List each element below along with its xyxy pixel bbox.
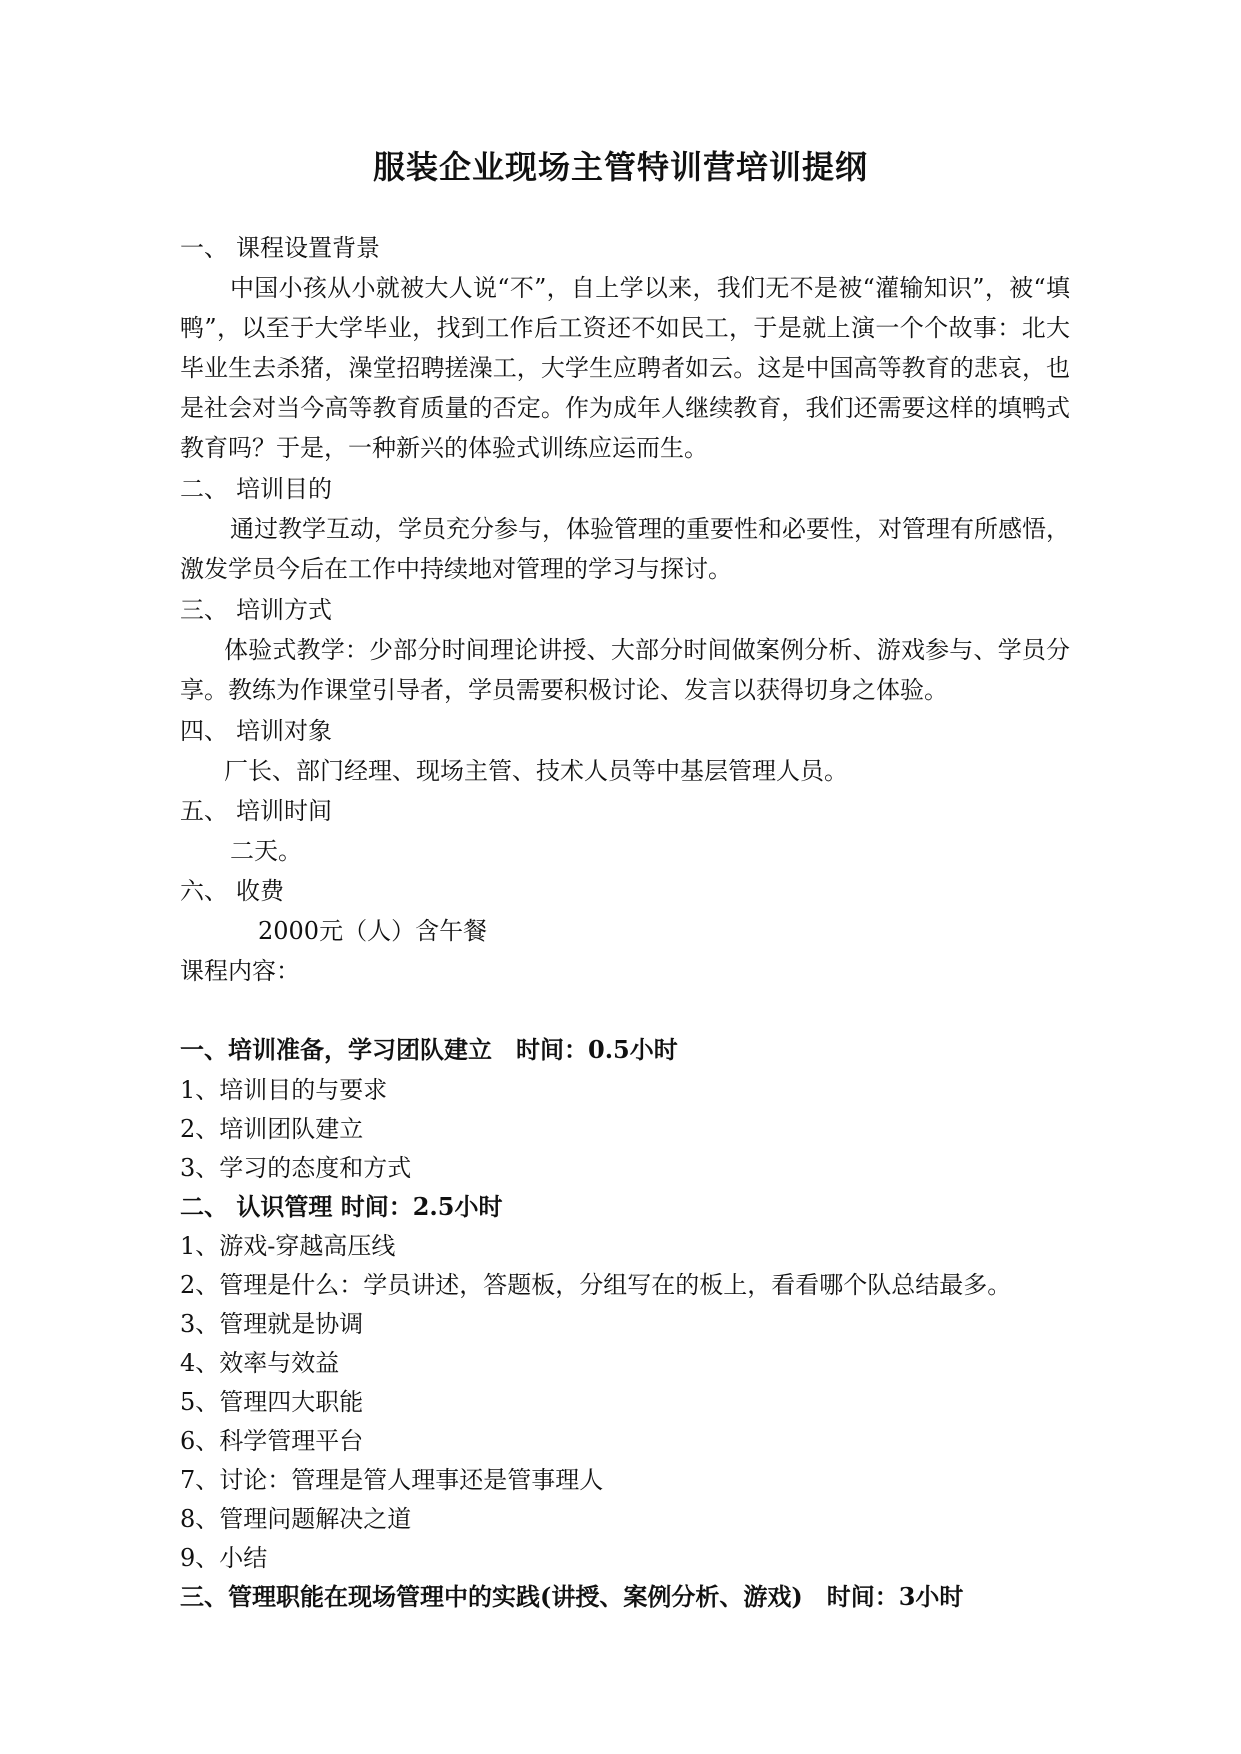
list-item: 9、小结: [180, 1544, 268, 1572]
list-item: 1、游戏-穿越高压线: [180, 1232, 396, 1260]
list-item: 2、管理是什么：学员讲述，答题板，分组写在的板上，看看哪个队总结最多。: [180, 1271, 1012, 1299]
section-heading: [180, 228, 380, 268]
module-heading: 二、 认识管理 时间：2.5小时: [180, 1192, 503, 1221]
content-label: 课程内容：: [180, 957, 300, 985]
section-heading: [180, 590, 332, 630]
list-item: 3、学习的态度和方式: [180, 1154, 412, 1182]
document-title: 服装企业现场主管特训营培训提纲: [372, 148, 868, 186]
list-item: 5、管理四大职能: [180, 1388, 364, 1416]
list-item: 7、讨论：管理是管人理事还是管事理人: [180, 1466, 604, 1494]
section-number: 四、: [180, 717, 228, 745]
section-body: 二天。: [230, 837, 302, 865]
module-heading: 三、管理职能在现场管理中的实践(讲授、案例分析、游戏) 时间：3小时: [180, 1582, 964, 1611]
list-item: 8、管理问题解决之道: [180, 1505, 412, 1533]
section-number: 六、: [180, 877, 228, 905]
list-item: 3、管理就是协调: [180, 1310, 364, 1338]
section-number: 二、: [180, 475, 228, 503]
section-title: 培训时间: [236, 797, 332, 825]
section-heading: [180, 469, 332, 509]
section-number: 三、: [180, 596, 228, 624]
section-heading: [180, 711, 332, 751]
list-item: 1、培训目的与要求: [180, 1076, 388, 1104]
section-heading: [180, 791, 332, 831]
section-title: 培训方式: [236, 596, 332, 624]
section-title: 培训目的: [236, 475, 332, 503]
section-body: 通过教学互动，学员充分参与，体验管理的重要性和必要性，对管理有所感悟，激发学员今后在工作中持续地对管理的学习与探讨。: [180, 515, 1070, 583]
section-title: 课程设置背景: [236, 234, 380, 262]
section-number: 五、: [180, 797, 228, 825]
list-item: 4、效率与效益: [180, 1349, 340, 1377]
section-heading: [180, 871, 284, 911]
section-body: 中国小孩从小就被大人说“不”，自上学以来，我们无不是被“灌输知识”，被“填鸭”，以至于大学毕业，找到工作后工资还不如民工，于是就上演一个个故事：北大毕业生去杀猪，澡堂招聘搓澡工，大学生应聘者如云。这是中国高等教育的悲哀，也是社会对当今高等教育质量的否定。作为成年人继续教育，我们还需要这样的填鸭式教育吗？于是，一种新兴的体验式训练应运而生。: [180, 274, 1070, 462]
section-title: 培训对象: [236, 717, 332, 745]
section-title: 收费: [236, 877, 284, 905]
section-number: 一、: [180, 234, 228, 262]
section-body: 体验式教学：少部分时间理论讲授、大部分时间做案例分析、游戏参与、学员分享。教练为作课堂引导者，学员需要积极讨论、发言以获得切身之体验。: [180, 636, 1070, 704]
list-item: 2、培训团队建立: [180, 1115, 364, 1143]
module-heading: 一、培训准备，学习团队建立 时间：0.5小时: [180, 1035, 678, 1064]
section-body: 厂长、部门经理、现场主管、技术人员等中基层管理人员。: [224, 757, 848, 785]
list-item: 6、科学管理平台: [180, 1427, 364, 1455]
section-body: 2000元（人）含午餐: [258, 917, 488, 945]
